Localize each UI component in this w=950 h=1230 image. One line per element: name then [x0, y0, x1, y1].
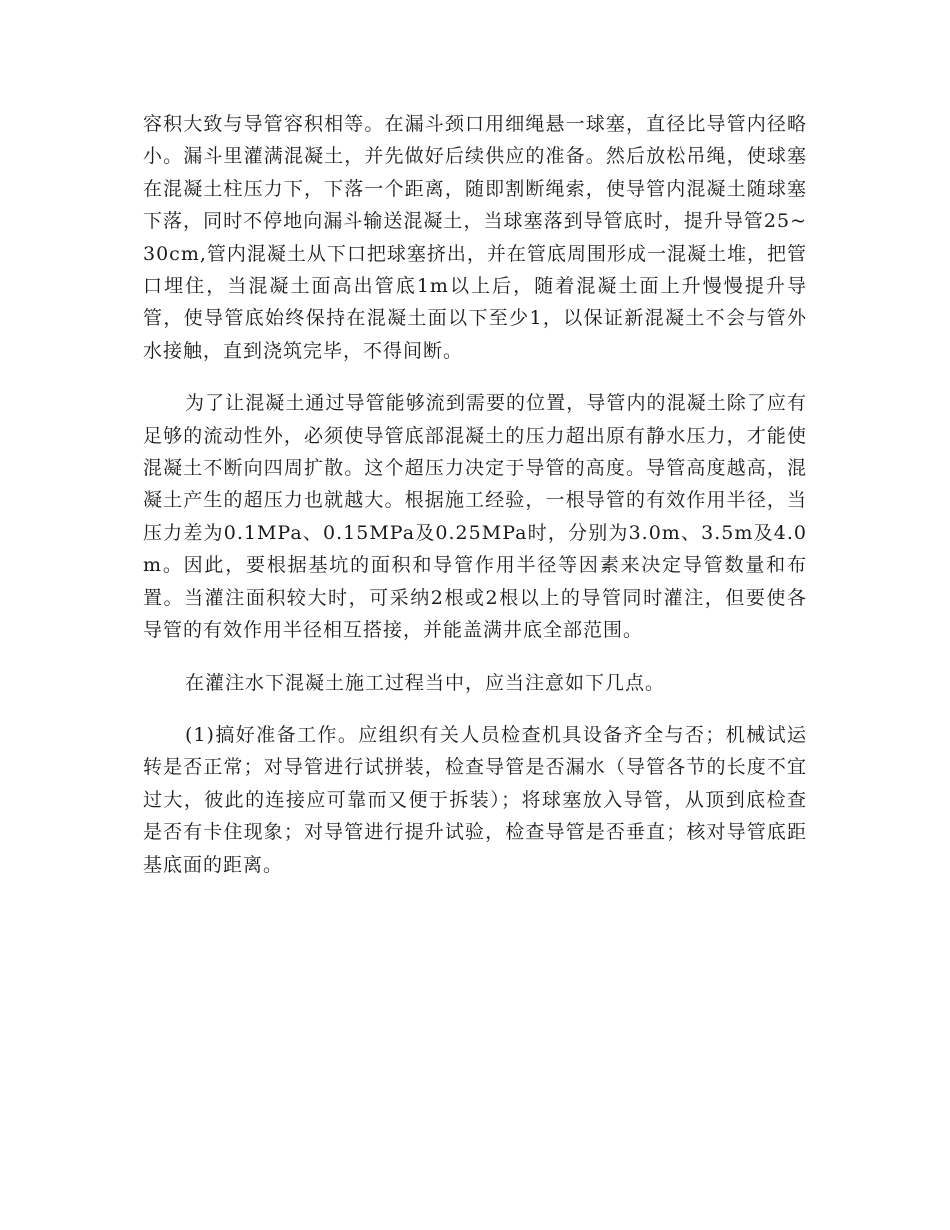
paragraph-tremie-pressure: 为了让混凝土通过导管能够流到需要的位置，导管内的混凝土除了应有足够的流动性外，必须使导管底部混凝土的压力超出原有静水压力，才能使混凝土不断向四周扩散。这个超压力决定于导管的高度。导管高度越高，混凝土产生的超压力也就越大。根据施工经验，一根导管的有效作用半径，当压力差为0.1MPa、0.15MPa及0.25MPa时，分别为3.0m、3.5m及4.0m。因此，要根据基坑的面积和导管作用半径等因素来决定导管数量和布置。当灌注面积较大时，可采纳2根或2根以上的导管同时灌注，但要使各导管的有效作用半径相互搭接，并能盖满井底全部范围。: [143, 392, 807, 642]
document-body: [143, 108, 807, 901]
paragraph-continuation: 容积大致与导管容积相等。在漏斗颈口用细绳悬一球塞，直径比导管内径略小。漏斗里灌满混凝土，并先做好后续供应的准备。然后放松吊绳，使球塞在混凝土柱压力下，下落一个距离，随即割断绳索，使导管内混凝土随球塞下落，同时不停地向漏斗输送混凝土，当球塞落到导管底时，提升导管25~30cm,管内混凝土从下口把球塞挤出，并在管底周围形成一混凝土堆，把管口埋住，当混凝土面高出管底1m以上后，随着混凝土面上升慢慢提升导管，使导管底始终保持在混凝土面以下至少1，以保证新混凝土不会与管外水接触，直到浇筑完毕，不得间断。: [143, 113, 807, 362]
paragraph-attention-points: 在灌注水下混凝土施工过程当中，应当注意如下几点。: [185, 671, 666, 694]
paragraph-preparation: (1)搞好准备工作。应组织有关人员检查机具设备齐全与否；机械试运转是否正常；对导管进行试拼装，检查导管是否漏水（导管各节的长度不宜过大，彼此的连接应可靠而又便于拆装）；将球塞放入导管，从顶到底检查是否有卡住现象；对导管进行提升试验，检查导管是否垂直；核对导管底距基底面的距离。: [143, 723, 807, 876]
